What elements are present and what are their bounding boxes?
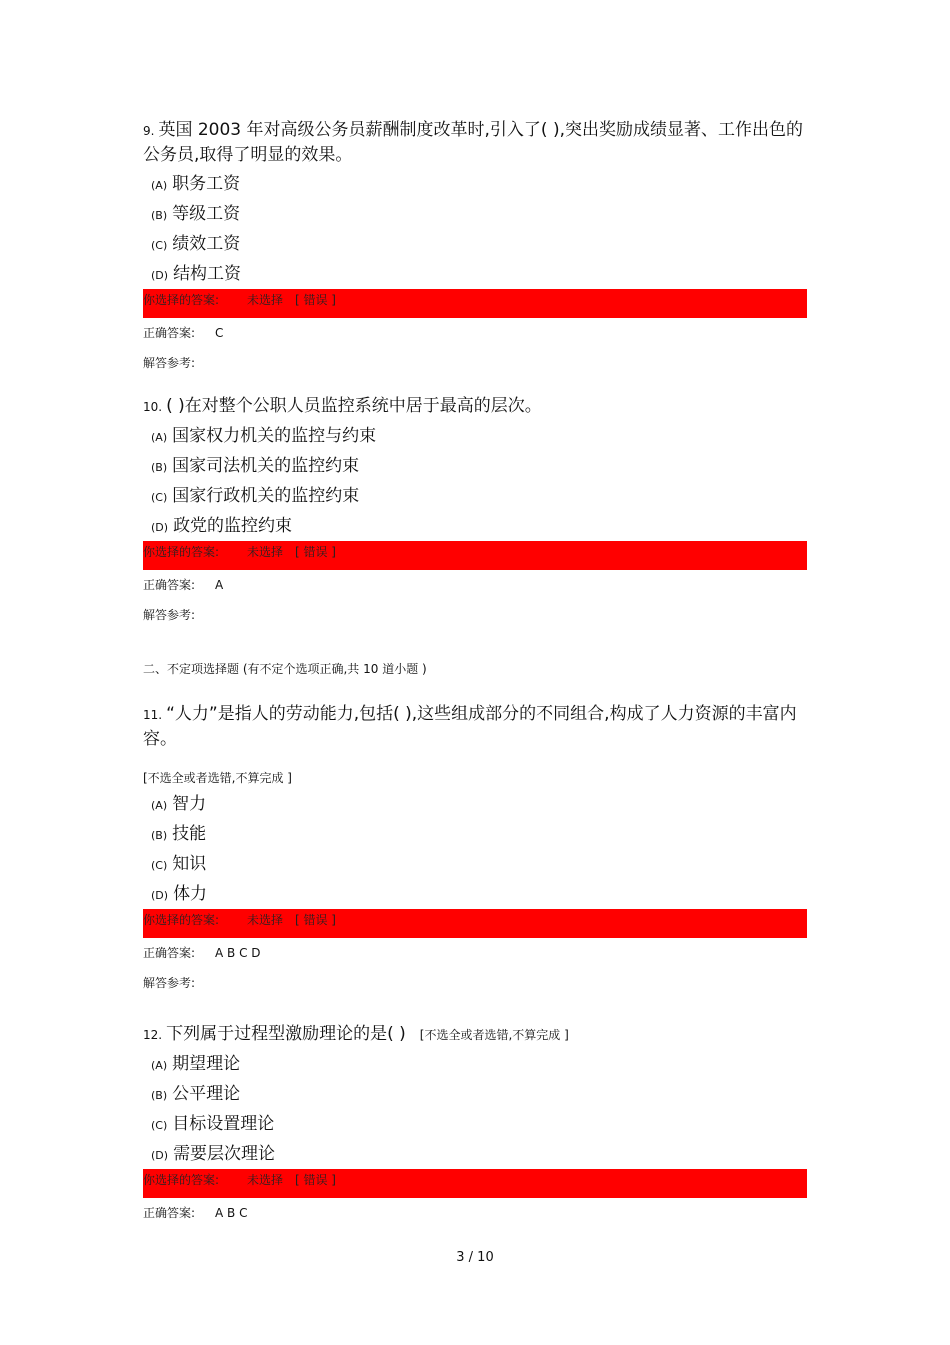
question-note: [不选全或者选错,不算完成 ]: [419, 1028, 569, 1042]
question-note: [不选全或者选错,不算完成 ]: [143, 771, 292, 785]
option-d[interactable]: (D) 结构工资: [151, 264, 242, 284]
question-number: 9.: [143, 124, 155, 138]
correct-answer: 正确答案: C: [143, 326, 224, 340]
correct-answer: 正确答案: A B C D: [143, 946, 261, 960]
option-b[interactable]: (B) 等级工资: [151, 204, 241, 224]
option-d[interactable]: (D) 需要层次理论: [151, 1144, 276, 1164]
question-10: [143, 394, 808, 630]
option-d[interactable]: (D) 体力: [151, 884, 208, 904]
explanation: 解答参考:: [143, 608, 196, 622]
correct-answer: 正确答案: A: [143, 578, 224, 592]
option-c[interactable]: (C) 绩效工资: [151, 234, 241, 254]
question-stem: 英国 2003 年对高级公务员薪酬制度改革时,引入了( ),突出奖励成绩显著、工作出色的公务员,取得了明显的效果。: [143, 120, 803, 165]
your-answer-bar: 你选择的答案: 未选择 [ 错误 ]: [143, 289, 807, 318]
option-b[interactable]: (B) 国家司法机关的监控约束: [151, 456, 360, 476]
question-stem: 下列属于过程型激励理论的是( ): [166, 1024, 406, 1044]
explanation: 解答参考:: [143, 356, 196, 370]
section-title: 二、不定项选择题 (有不定个选项正确,共 10 道小题 ): [143, 662, 427, 676]
options-list: [143, 421, 808, 541]
option-c[interactable]: (C) 知识: [151, 854, 207, 874]
option-b[interactable]: (B) 公平理论: [151, 1084, 241, 1104]
question-number: 11.: [143, 708, 163, 722]
option-b[interactable]: (B) 技能: [151, 824, 207, 844]
your-answer-bar: 你选择的答案: 未选择 [ 错误 ]: [143, 541, 807, 570]
option-a[interactable]: (A) 职务工资: [151, 174, 241, 194]
options-list: [143, 789, 808, 909]
question-stem: “人力”是指人的劳动能力,包括( ),这些组成部分的不同组合,构成了人力资源的丰富内容。: [143, 704, 797, 749]
option-d[interactable]: (D) 政党的监控约束: [151, 516, 293, 536]
question-stem: ( )在对整个公职人员监控系统中居于最高的层次。: [166, 396, 542, 416]
your-answer-bar: 你选择的答案: 未选择 [ 错误 ]: [143, 1169, 807, 1198]
question-12: [143, 1022, 808, 1228]
option-c[interactable]: (C) 目标设置理论: [151, 1114, 275, 1134]
question-number: 12.: [143, 1028, 163, 1042]
option-a[interactable]: (A) 国家权力机关的监控与约束: [151, 426, 377, 446]
option-a[interactable]: (A) 期望理论: [151, 1054, 241, 1074]
options-list: [143, 1049, 808, 1169]
option-c[interactable]: (C) 国家行政机关的监控约束: [151, 486, 360, 506]
question-9: [143, 118, 808, 378]
explanation: 解答参考:: [143, 976, 196, 990]
question-11: [143, 702, 808, 998]
option-a[interactable]: (A) 智力: [151, 794, 207, 814]
page-number: 3 / 10: [456, 1250, 494, 1265]
correct-answer: 正确答案: A B C: [143, 1206, 248, 1220]
your-answer-bar: 你选择的答案: 未选择 [ 错误 ]: [143, 909, 807, 938]
options-list: [143, 169, 808, 289]
question-number: 10.: [143, 400, 163, 414]
